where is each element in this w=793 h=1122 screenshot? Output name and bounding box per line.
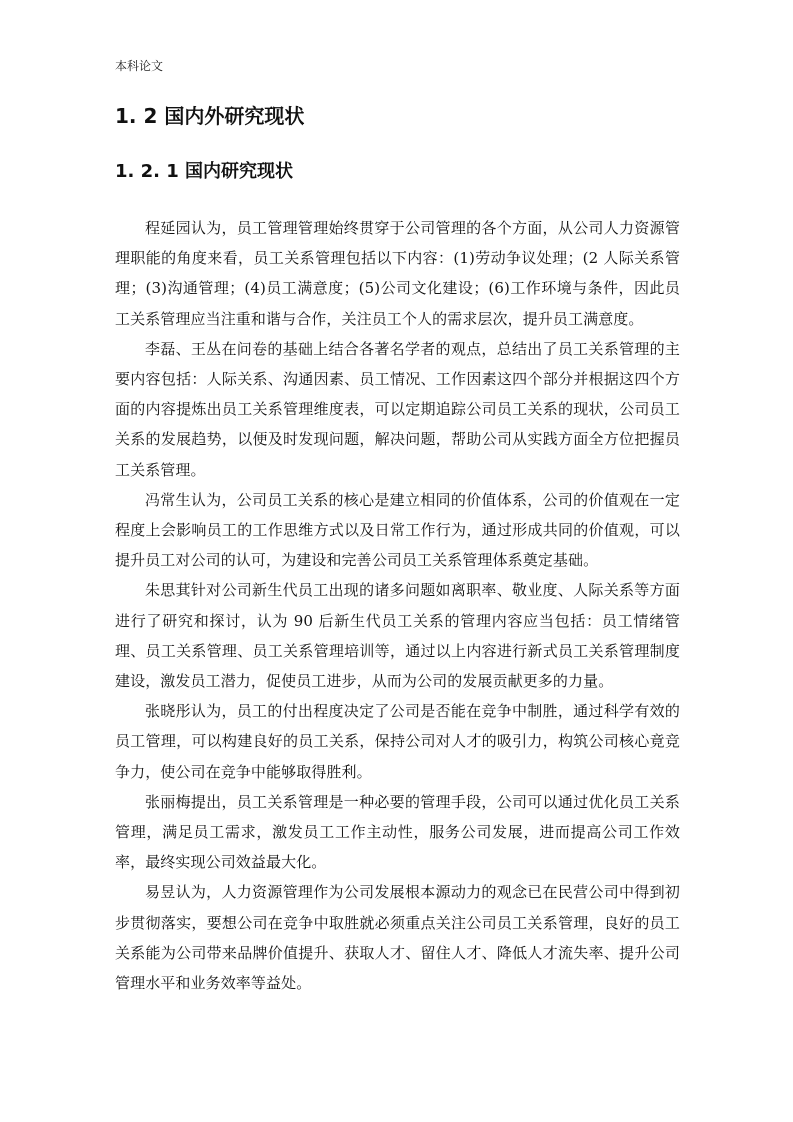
paragraph: 朱思萁针对公司新生代员工出现的诸多问题如离职率、敬业度、人际关系等方面进行了研究和探讨，认为 90 后新生代员工关系的管理内容应当包括：员工情绪管理、员工关系管理、员工关系管理培训等，通过以上内容进行新式员工关系管理制度建设，激发员工潜力，促使员工进步，从而为公司的发展贡献更多的力量。 xyxy=(115,581,680,691)
running-header: 本科论文 xyxy=(115,59,164,73)
paragraph: 易昱认为，人力资源管理作为公司发展根本源动力的观念已在民营公司中得到初步贯彻落实，要想公司在竞争中取胜就必须重点关注公司员工关系管理，良好的员工关系能为公司带来品牌价值提升、获取人才、留住人才、降低人才流失率、提升公司管理水平和业务效率等益处。 xyxy=(115,883,680,993)
paragraph: 冯常生认为，公司员工关系的核心是建立相同的价值体系，公司的价值观在一定程度上会影响员工的工作思维方式以及日常工作行为，通过形成共同的价值观，可以提升员工对公司的认可，为建设和完善公司员工关系管理体系奠定基础。 xyxy=(115,490,680,570)
paragraph: 张晓彤认为，员工的付出程度决定了公司是否能在竞争中制胜，通过科学有效的员工管理，可以构建良好的员工关系，保持公司对人才的吸引力，构筑公司核心竟竞争力，使公司在竞争中能够取得胜利。 xyxy=(115,702,680,781)
paragraph: 李磊、王丛在问卷的基础上结合各著名学者的观点，总结出了员工关系管理的主要内容包括：人际关系、沟通因素、员工情况、工作因素这四个部分并根据这四个方面的内容提炼出员工关系管理维度表，可以定期追踪公司员工关系的现状，公司员工关系的发展趋势，以便及时发现问题，解决问题，帮助公司从实践方面全方位把握员工关系管理。 xyxy=(115,339,680,479)
section-heading: 1. 2 国内外研究现状 xyxy=(115,104,305,128)
subsection-heading: 1. 2. 1 国内研究现状 xyxy=(115,161,294,182)
paragraph: 程延园认为，员工管理管理始终贯穿于公司管理的各个方面，从公司人力资源管理职能的角度来看，员工关系管理包括以下内容：(1)劳动争议处理；(2 人际关系管理；(3)沟通管理；(4)员工满意度；(5)公司文化建设；(6)工作环境与条件，因此员工关系管理应当注重和谐与合作，关注员工个人的需求层次，提升员工满意度。 xyxy=(115,219,680,328)
paragraph: 张丽梅提出，员工关系管理是一种必要的管理手段，公司可以通过优化员工关系管理，满足员工需求，激发员工工作主动性，服务公司发展，进而提高公司工作效率，最终实现公司效益最大化。 xyxy=(115,792,680,872)
body-text xyxy=(115,213,680,998)
